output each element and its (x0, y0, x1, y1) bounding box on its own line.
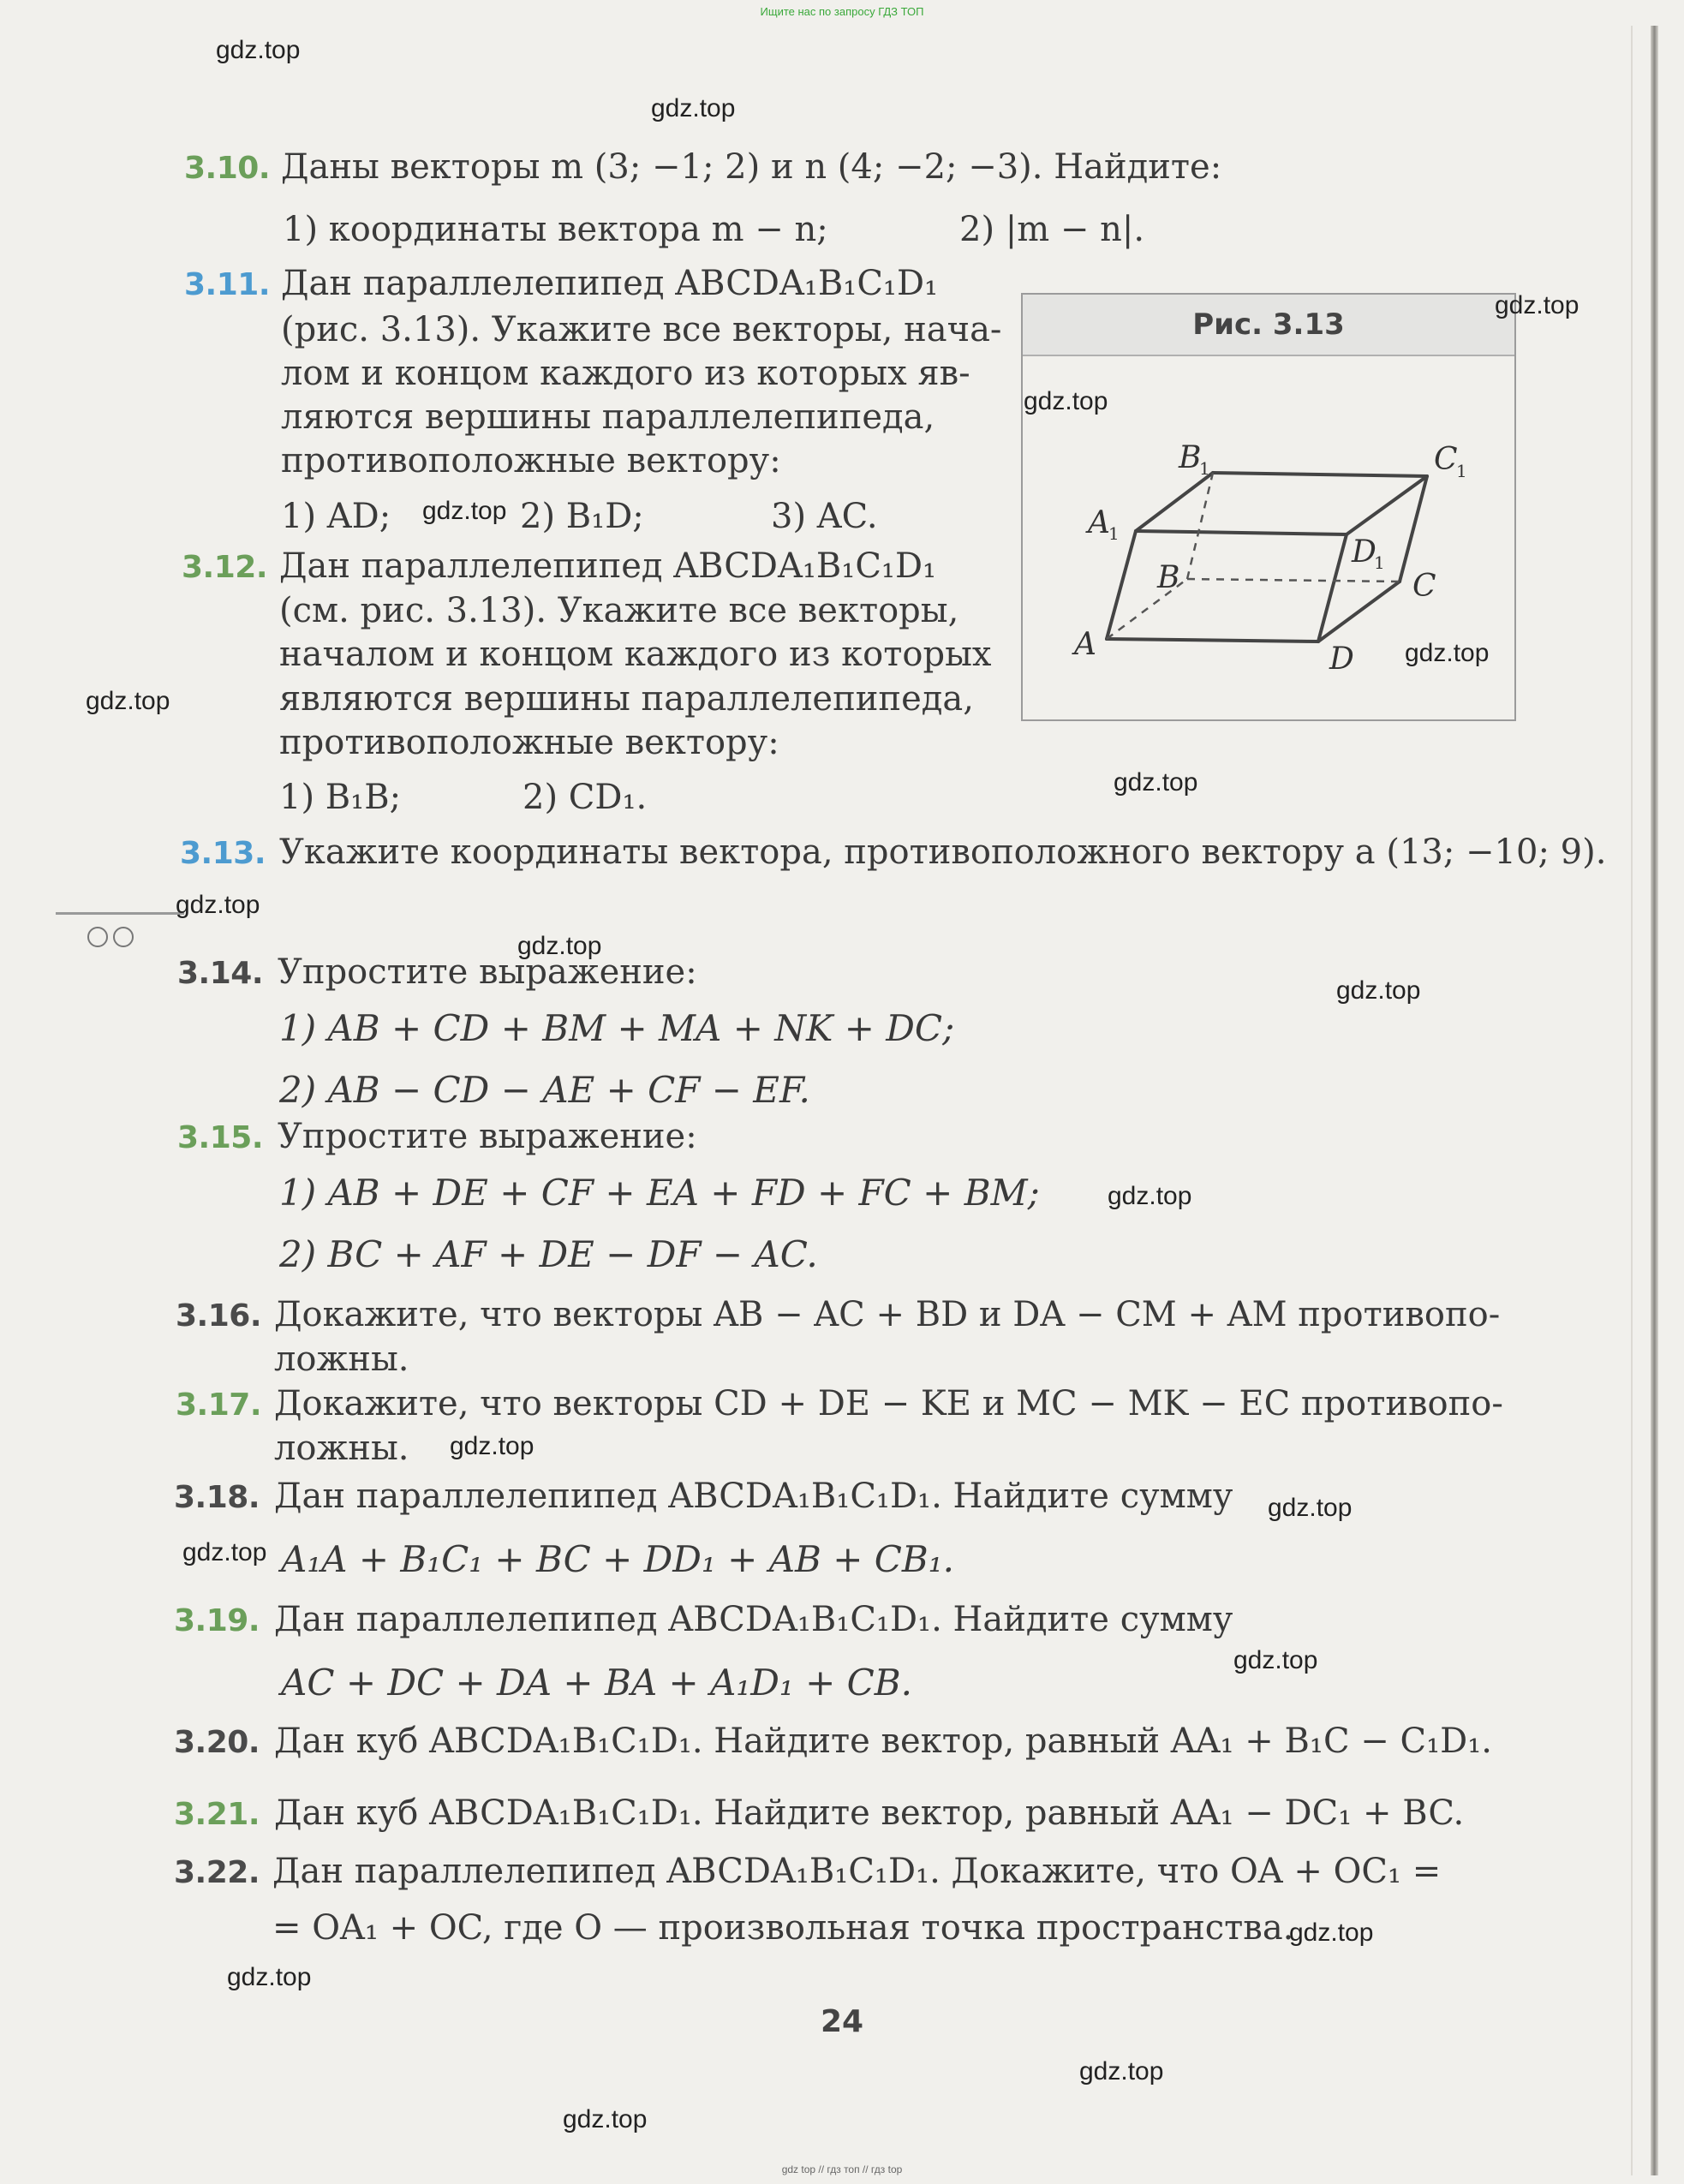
watermark: gdz.top (450, 1432, 534, 1460)
problem-text: 2) CD₁. (523, 778, 648, 817)
problem-text: 2) B₁D; (520, 497, 644, 536)
problem-text: Упростите выражение: (278, 1117, 697, 1156)
problem-text: (рис. 3.13). Укажите все векторы, нача- (281, 310, 1002, 349)
page-number: 24 (820, 2004, 864, 2039)
watermark: gdz.top (1079, 2057, 1164, 2086)
problem-text: Дан параллелепипед ABCDA₁B₁C₁D₁. Докажите, что OA + OC₁ = (272, 1852, 1442, 1891)
vertex-subscript: 1 (1374, 552, 1385, 573)
problem-text: Дан куб ABCDA₁B₁C₁D₁. Найдите вектор, равный AA₁ + B₁C − C₁D₁. (274, 1722, 1492, 1761)
vertex-label-D1: D (1352, 534, 1376, 570)
watermark: gdz.top (1233, 1646, 1318, 1674)
watermark: gdz.top (182, 1538, 267, 1566)
watermark: gdz.top (86, 687, 170, 715)
problem-number: 3.15. (177, 1120, 263, 1155)
problem-text: 2) BC + AF + DE − DF − AC. (279, 1233, 818, 1275)
watermark: gdz.top (651, 94, 736, 122)
problem-text: лом и концом каждого из которых яв- (281, 354, 970, 393)
vertex-label-A1: A (1088, 505, 1110, 540)
watermark: gdz.top (1024, 387, 1108, 415)
problem-text: ложны. (274, 1340, 409, 1379)
problem-number: 3.16. (176, 1298, 261, 1334)
problem-text: Дан параллелепипед ABCDA₁B₁C₁D₁. Найдите сумму (274, 1477, 1233, 1516)
watermark: gdz.top (1114, 768, 1198, 797)
problem-number: 3.13. (180, 836, 266, 871)
page-edge-line (1631, 26, 1633, 2175)
problem-number: 3.12. (182, 550, 267, 585)
vertex-label-B: B (1157, 560, 1180, 595)
problem-text: A₁A + B₁C₁ + BC + DD₁ + AB + CB₁. (281, 1538, 954, 1580)
watermark: gdz.top (176, 891, 260, 919)
problem-number: 3.11. (184, 267, 270, 302)
problem-text: Дан куб ABCDA₁B₁C₁D₁. Найдите вектор, равный AA₁ − DC₁ + BC. (274, 1793, 1465, 1833)
problem-text: Упростите выражение: (278, 952, 697, 992)
edge-A1D1 (1136, 531, 1347, 534)
vertex-subscript: 1 (1108, 523, 1120, 544)
problem-number: 3.21. (174, 1797, 260, 1832)
watermark: gdz.top (1495, 291, 1579, 319)
bottom-note: gdz top // гдз топ // гдз top (781, 2163, 903, 2175)
figure-title: Рис. 3.13 (1023, 295, 1514, 356)
problem-text: 1) координаты вектора m − n; (283, 210, 828, 249)
problem-text: ляются вершины параллелепипеда, (281, 397, 935, 437)
problem-text: Дан параллелепипед ABCDA₁B₁C₁D₁ (279, 546, 937, 586)
problem-text: 3) AC. (771, 497, 878, 536)
problem-text: 1) B₁B; (279, 778, 402, 817)
problem-number: 3.10. (184, 151, 270, 186)
vertex-label-C: C (1412, 569, 1436, 604)
watermark: gdz.top (563, 2105, 648, 2133)
section-divider (56, 912, 184, 915)
problem-text: противоположные вектору: (281, 441, 781, 480)
watermark: gdz.top (1289, 1918, 1374, 1947)
watermark: gdz.top (227, 1963, 312, 1991)
watermark: gdz.top (1336, 976, 1421, 1005)
problem-text: началом и концом каждого из которых (279, 635, 992, 674)
vertex-label-B1: B (1179, 440, 1202, 475)
problem-text: 2) AB − CD − AE + CF − EF. (279, 1069, 810, 1111)
vertex-label-A: A (1074, 627, 1096, 662)
problem-text: Даны векторы m (3; −1; 2) и n (4; −2; −3). Найдите: (281, 147, 1222, 187)
problem-number: 3.19. (174, 1603, 260, 1638)
problem-text: = OA₁ + OC, где O — произвольная точка пространства. (272, 1908, 1294, 1948)
vertex-subscript: 1 (1199, 458, 1210, 479)
problem-text: 1) AD; (281, 497, 391, 536)
problem-text: противоположные вектору: (279, 723, 779, 762)
problem-text: Дан параллелепипед ABCDA₁B₁C₁D₁ (281, 264, 939, 303)
vertex-label-C1: C (1434, 442, 1458, 477)
edge-AA1 (1107, 531, 1136, 639)
problem-text: Дан параллелепипед ABCDA₁B₁C₁D₁. Найдите сумму (274, 1600, 1233, 1639)
level-marker (87, 927, 139, 951)
problem-text: 1) AB + CD + BM + MA + NK + DC; (279, 1007, 955, 1049)
problem-text: Докажите, что векторы CD + DE − KE и MC − MK − EC противопо- (274, 1384, 1503, 1423)
edge-BC-hidden (1187, 579, 1400, 582)
problem-text: 1) AB + DE + CF + EA + FD + FC + BM; (279, 1172, 1040, 1214)
problem-text: (см. рис. 3.13). Укажите все векторы, (279, 591, 959, 630)
problem-text: 2) |m − n|. (959, 210, 1145, 249)
watermark: gdz.top (1405, 639, 1490, 667)
watermark: gdz.top (1268, 1494, 1353, 1522)
vertex-label-D: D (1329, 641, 1354, 677)
watermark: gdz.top (422, 497, 507, 525)
edge-AD (1107, 639, 1318, 641)
problem-number: 3.14. (177, 956, 263, 991)
top-note: Ищите нас по запросу ГДЗ ТОП (760, 5, 924, 18)
problem-text: Докажите, что векторы AB − AC + BD и DA − CM + AM противопо- (274, 1295, 1501, 1334)
problem-number: 3.17. (176, 1387, 261, 1423)
watermark: gdz.top (517, 932, 602, 960)
vertex-subscript: 1 (1456, 461, 1467, 481)
watermark: gdz.top (1108, 1182, 1192, 1210)
problem-number: 3.18. (174, 1480, 260, 1515)
edge-C1B1 (1213, 473, 1427, 476)
problem-text: Укажите координаты вектора, противоположного вектору a (13; −10; 9). (279, 832, 1607, 872)
problem-text: ложны. (274, 1429, 409, 1468)
problem-number: 3.20. (174, 1725, 260, 1760)
watermark: gdz.top (216, 36, 301, 64)
page-edge (1651, 26, 1658, 2175)
problem-text: AC + DC + DA + BA + A₁D₁ + CB. (281, 1662, 912, 1704)
problem-number: 3.22. (174, 1855, 260, 1890)
problem-text: являются вершины параллелепипеда, (279, 679, 974, 719)
